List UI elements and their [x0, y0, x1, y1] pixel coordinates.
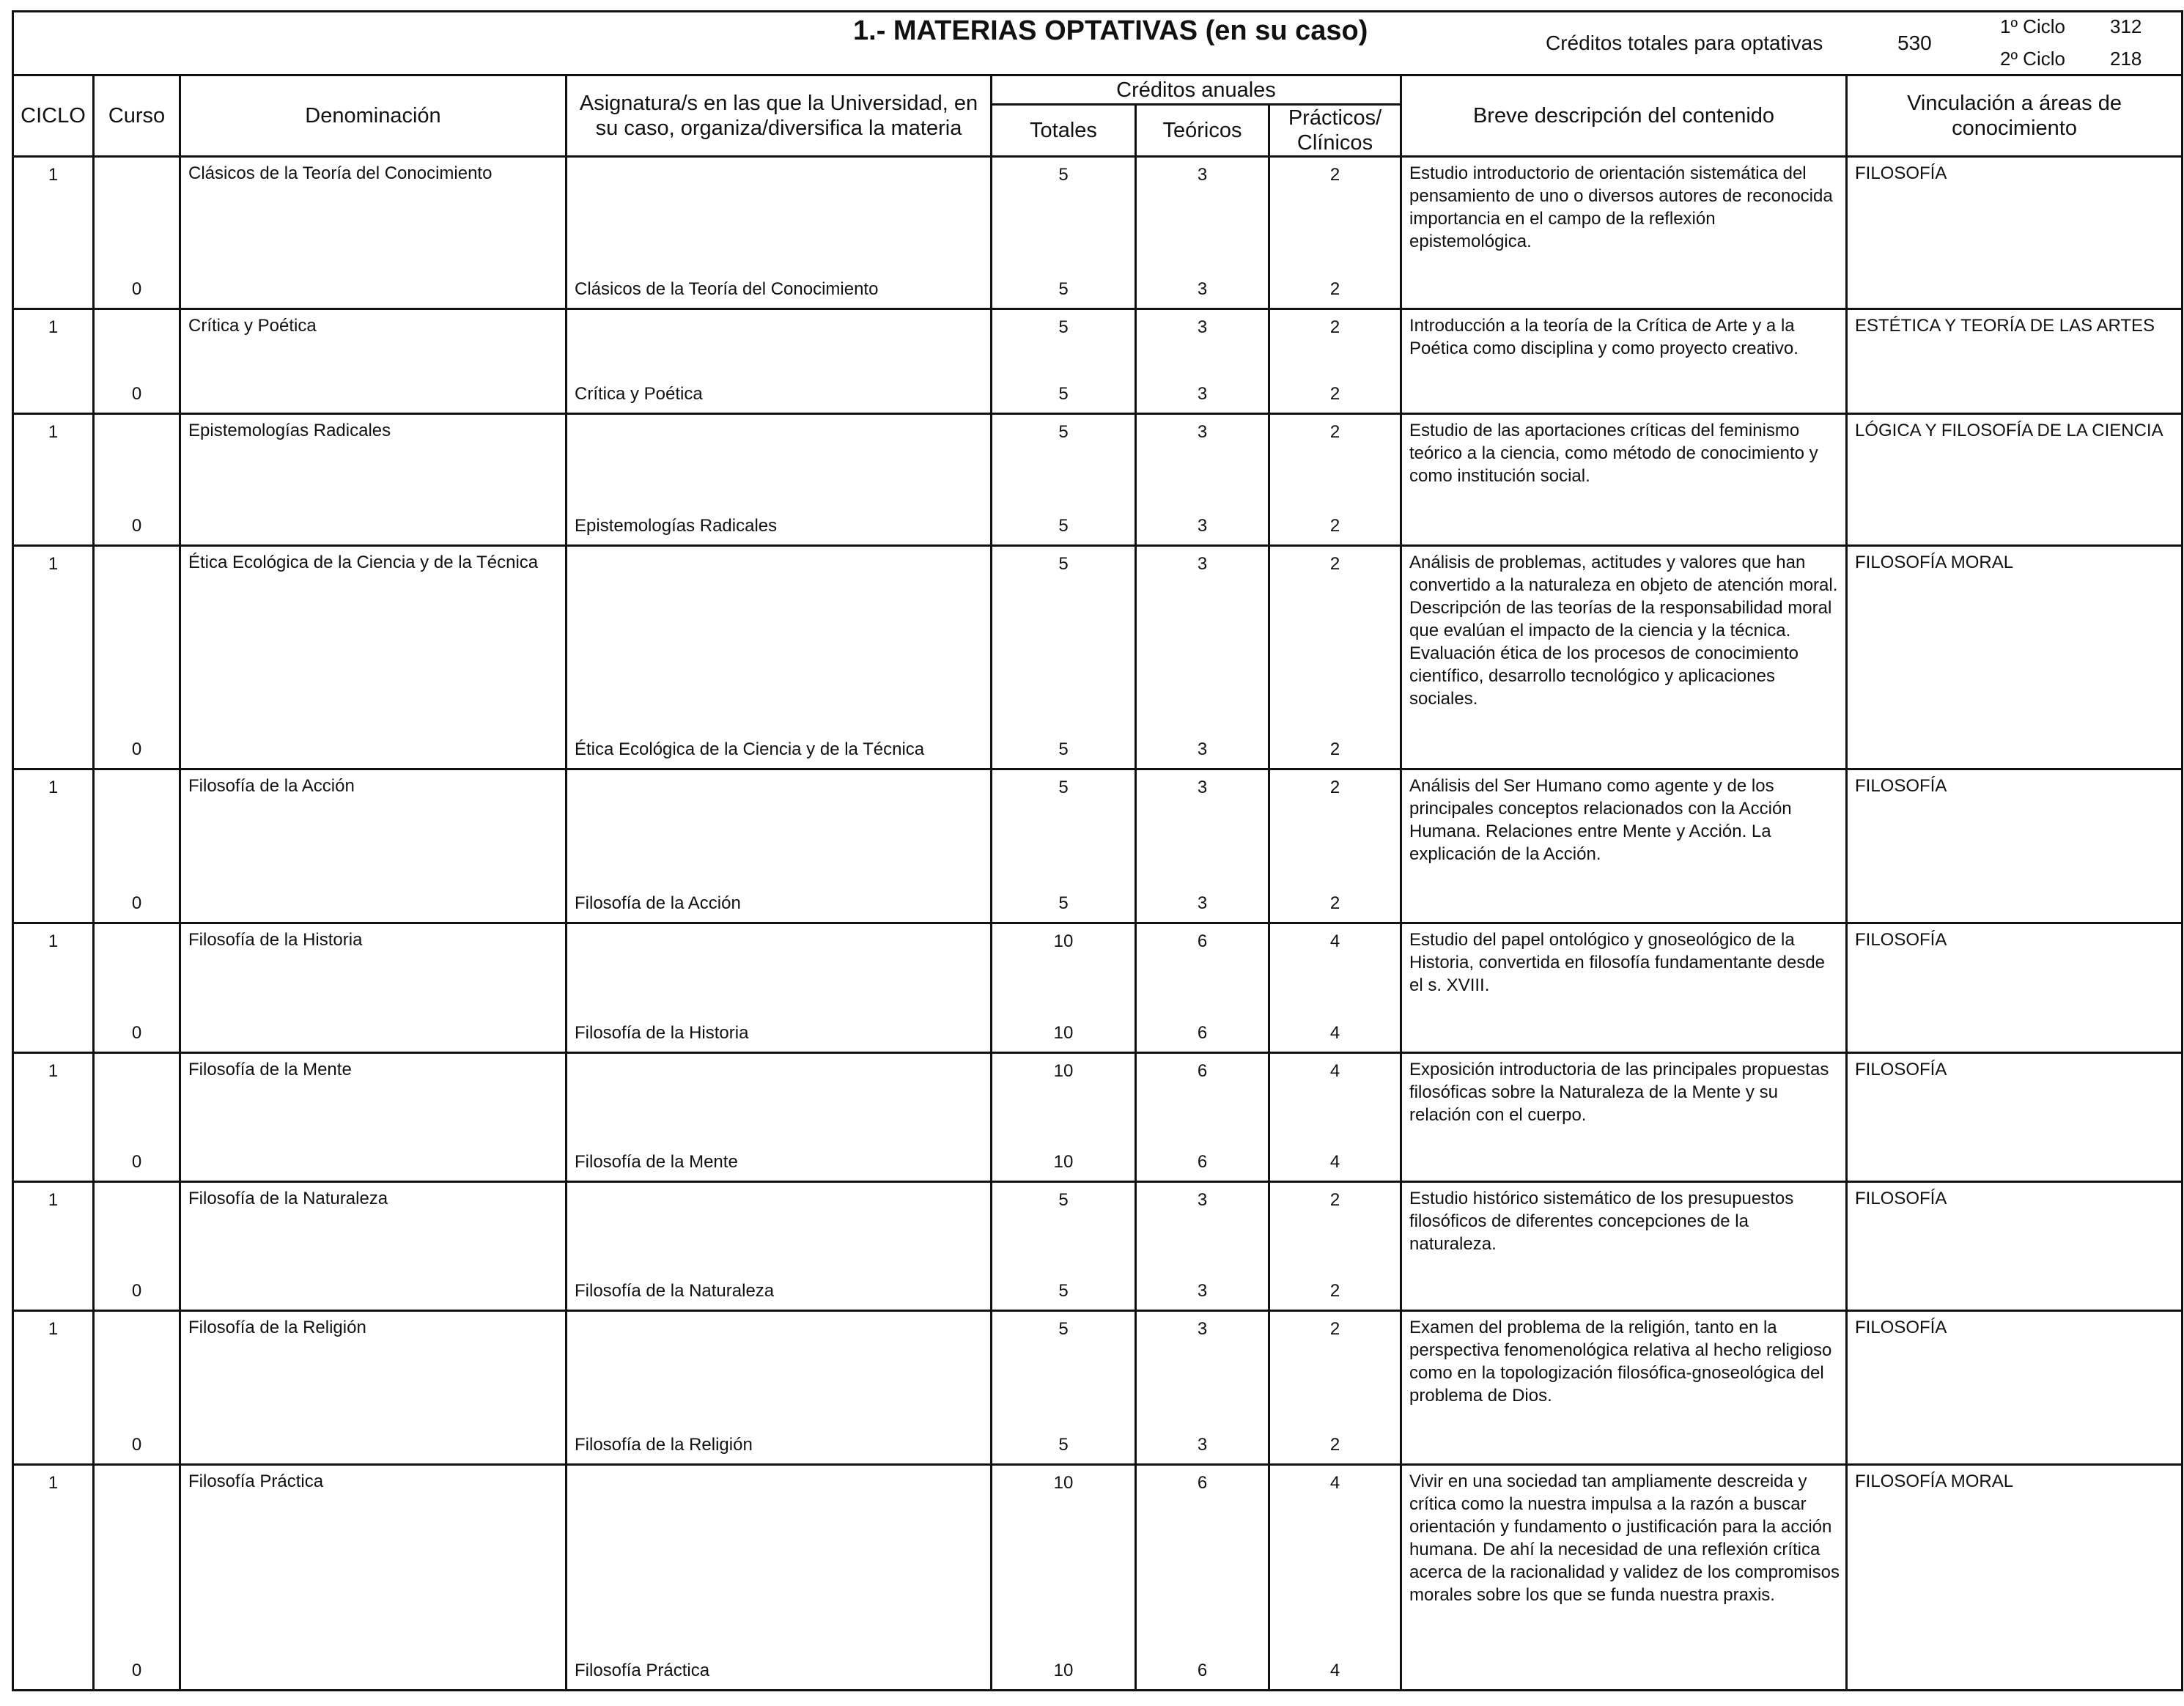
col-header-descripcion: Breve descripción del contenido — [1401, 75, 1847, 157]
cell-vinculacion — [1847, 1053, 2183, 1182]
totales-value: 10 — [1053, 1473, 1074, 1493]
col-header-asignatura: Asignatura/s en las que la Universidad, en su caso, organiza/diversifica la materia — [567, 75, 992, 157]
ciclo-value: 1 — [48, 1473, 59, 1493]
vinculacion-value: FILOSOFÍA — [1855, 776, 1947, 796]
descripcion-value: Examen del problema de la religión, tanto en la perspectiva fenomenológica relativa al hecho religioso como en la topologización filosófica-gnoseológica del problema de Dios. — [1409, 1318, 1832, 1406]
curso-value: 0 — [131, 1281, 142, 1301]
cell-vinculacion — [1847, 1182, 2183, 1311]
cell-descripcion — [1401, 1311, 1847, 1465]
cell-curso — [94, 1182, 180, 1311]
vinculacion-value: FILOSOFÍA — [1855, 1060, 1947, 1079]
cell-totales — [992, 1053, 1136, 1182]
cell-practicos — [1269, 414, 1401, 546]
cell-descripcion — [1401, 309, 1847, 414]
cell-asignatura — [567, 414, 992, 546]
cell-curso — [94, 1465, 180, 1691]
cell-teoricos — [1136, 1182, 1269, 1311]
totales-value: 5 — [1058, 554, 1069, 574]
cell-denominacion — [180, 1465, 567, 1691]
cell-ciclo — [13, 1182, 94, 1311]
denominacion-value: Filosofía de la Mente — [188, 1060, 352, 1079]
cell-vinculacion — [1847, 546, 2183, 769]
teoricos-value: 3 — [1197, 317, 1208, 337]
teoricos-value: 6 — [1197, 1023, 1208, 1043]
cell-teoricos — [1136, 769, 1269, 923]
practicos-value: 2 — [1329, 384, 1340, 404]
cell-curso — [94, 414, 180, 546]
teoricos-value: 6 — [1197, 1152, 1208, 1172]
curso-value: 0 — [131, 1435, 142, 1455]
totales-value: 5 — [1058, 165, 1069, 185]
ciclo-value: 1 — [48, 422, 59, 442]
cell-curso — [94, 923, 180, 1053]
ciclo-value: 1 — [48, 317, 59, 337]
cell-denominacion — [180, 1311, 567, 1465]
table-row — [13, 309, 2183, 414]
teoricos-value: 3 — [1197, 1281, 1208, 1301]
cell-teoricos — [1136, 309, 1269, 414]
teoricos-value: 6 — [1197, 931, 1208, 951]
asignatura-value: Filosofía Práctica — [575, 1661, 710, 1680]
ciclo2-label: 2º Ciclo — [2000, 48, 2065, 70]
teoricos-value: 3 — [1197, 384, 1208, 404]
cell-descripcion — [1401, 157, 1847, 309]
curso-value: 0 — [131, 1661, 142, 1680]
cell-practicos — [1269, 309, 1401, 414]
table-row — [13, 1311, 2183, 1465]
cell-totales — [992, 157, 1136, 309]
table-row — [13, 157, 2183, 309]
denominacion-value: Crítica y Poética — [188, 316, 317, 336]
ciclo-value: 1 — [48, 1061, 59, 1081]
ciclo-value: 1 — [48, 1190, 59, 1210]
practicos-value: 4 — [1329, 931, 1340, 951]
asignatura-value: Filosofía de la Historia — [575, 1023, 749, 1043]
curso-value: 0 — [131, 1023, 142, 1043]
cell-practicos — [1269, 1311, 1401, 1465]
practicos-value: 2 — [1329, 1319, 1340, 1339]
col-header-denominacion: Denominación — [180, 75, 567, 157]
cell-curso — [94, 1053, 180, 1182]
practicos-value: 2 — [1329, 739, 1340, 759]
col-header-practicos: Prácticos/ Clínicos — [1269, 105, 1401, 157]
cell-totales — [992, 414, 1136, 546]
vinculacion-value: FILOSOFÍA — [1855, 1189, 1947, 1208]
cell-vinculacion — [1847, 309, 2183, 414]
totales-value: 5 — [1058, 893, 1069, 913]
document-page — [12, 10, 2181, 1702]
ciclo-value: 1 — [48, 778, 59, 797]
curso-value: 0 — [131, 893, 142, 913]
teoricos-value: 3 — [1197, 554, 1208, 574]
totales-value: 10 — [1053, 1023, 1074, 1043]
cell-curso — [94, 309, 180, 414]
vinculacion-value: LÓGICA Y FILOSOFÍA DE LA CIENCIA — [1855, 421, 2163, 440]
teoricos-value: 6 — [1197, 1473, 1208, 1493]
cell-denominacion — [180, 1053, 567, 1182]
cell-denominacion — [180, 546, 567, 769]
cell-practicos — [1269, 769, 1401, 923]
practicos-value: 2 — [1329, 516, 1340, 536]
cell-vinculacion — [1847, 1311, 2183, 1465]
denominacion-value: Filosofía de la Naturaleza — [188, 1189, 388, 1208]
teoricos-value: 6 — [1197, 1061, 1208, 1081]
vinculacion-value: FILOSOFÍA — [1855, 1318, 1947, 1337]
cell-descripcion — [1401, 1053, 1847, 1182]
totales-value: 10 — [1053, 1152, 1074, 1172]
cell-vinculacion — [1847, 1465, 2183, 1691]
creditos-totales-label: Créditos totales para optativas — [1546, 32, 1823, 54]
cell-asignatura — [567, 157, 992, 309]
cell-denominacion — [180, 414, 567, 546]
cell-descripcion — [1401, 923, 1847, 1053]
vinculacion-value: FILOSOFÍA MORAL — [1855, 553, 2014, 572]
cell-asignatura — [567, 1465, 992, 1691]
cell-teoricos — [1136, 414, 1269, 546]
descripcion-value: Estudio introductorio de orientación sistemática del pensamiento de uno o diversos autores de reconocida importancia en el campo de la reflexión epistemológica. — [1409, 163, 1833, 251]
denominacion-value: Filosofía Práctica — [188, 1471, 324, 1491]
cell-asignatura — [567, 769, 992, 923]
cell-ciclo — [13, 546, 94, 769]
col-header-teoricos: Teóricos — [1136, 105, 1269, 157]
cell-ciclo — [13, 309, 94, 414]
cell-practicos — [1269, 923, 1401, 1053]
cell-practicos — [1269, 1465, 1401, 1691]
totales-value: 10 — [1053, 1061, 1074, 1081]
vinculacion-value: FILOSOFÍA — [1855, 930, 1947, 950]
practicos-value: 2 — [1329, 279, 1340, 299]
cell-denominacion — [180, 309, 567, 414]
ciclo1-value: 312 — [2110, 15, 2142, 37]
table-body — [13, 157, 2183, 1691]
descripcion-value: Introducción a la teoría de la Crítica de Arte y a la Poética como disciplina y como proyecto creativo. — [1409, 316, 1799, 358]
cell-asignatura — [567, 546, 992, 769]
ciclo-value: 1 — [48, 554, 59, 574]
cell-totales — [992, 1465, 1136, 1691]
title-band — [13, 12, 2183, 75]
table-row — [13, 1182, 2183, 1311]
totales-value: 5 — [1058, 516, 1069, 536]
descripcion-value: Vivir en una sociedad tan ampliamente descreida y crítica como la nuestra impulsa a la razón a buscar orientación y fundamento o justificación para la acción humana. De ahí la necesidad de una reflexión crítica acerca de la racionalidad y validez de los compromisos morales sobre los que se funda nuestra praxis. — [1409, 1471, 1840, 1605]
col-header-vinculacion: Vinculación a áreas de conocimiento — [1847, 75, 2183, 157]
practicos-value: 2 — [1329, 422, 1340, 442]
cell-ciclo — [13, 157, 94, 309]
totales-value: 5 — [1058, 739, 1069, 759]
teoricos-value: 3 — [1197, 279, 1208, 299]
cell-teoricos — [1136, 546, 1269, 769]
cell-teoricos — [1136, 1465, 1269, 1691]
totales-value: 10 — [1053, 1661, 1074, 1680]
table-row — [13, 1465, 2183, 1691]
descripcion-value: Estudio del papel ontológico y gnoseológico de la Historia, convertida en filosofía fundamentante desde el s. XVIII. — [1409, 930, 1826, 995]
totales-value: 5 — [1058, 422, 1069, 442]
ciclo1-label: 1º Ciclo — [2000, 15, 2065, 37]
cell-vinculacion — [1847, 157, 2183, 309]
denominacion-value: Clásicos de la Teoría del Conocimiento — [188, 163, 492, 183]
denominacion-value: Ética Ecológica de la Ciencia y de la Técnica — [188, 553, 539, 572]
asignatura-value: Filosofía de la Acción — [575, 893, 741, 913]
cell-totales — [992, 309, 1136, 414]
asignatura-value: Clásicos de la Teoría del Conocimiento — [575, 279, 879, 299]
cell-totales — [992, 1311, 1136, 1465]
practicos-value: 4 — [1329, 1473, 1340, 1493]
cell-asignatura — [567, 923, 992, 1053]
cell-curso — [94, 769, 180, 923]
cell-practicos — [1269, 1182, 1401, 1311]
teoricos-value: 3 — [1197, 422, 1208, 442]
cell-vinculacion — [1847, 923, 2183, 1053]
teoricos-value: 3 — [1197, 165, 1208, 185]
asignatura-value: Epistemologías Radicales — [575, 516, 778, 536]
vinculacion-value: FILOSOFÍA MORAL — [1855, 1471, 2014, 1491]
ciclo-value: 1 — [48, 1319, 59, 1339]
col-header-creditos: Créditos anuales — [992, 75, 1401, 105]
asignatura-value: Crítica y Poética — [575, 384, 703, 404]
teoricos-value: 3 — [1197, 516, 1208, 536]
cell-denominacion — [180, 769, 567, 923]
practicos-value: 4 — [1329, 1152, 1340, 1172]
cell-descripcion — [1401, 1465, 1847, 1691]
cell-descripcion — [1401, 546, 1847, 769]
descripcion-value: Estudio de las aportaciones críticas del feminismo teórico a la ciencia, como método de conocimiento y como institución social. — [1409, 421, 1818, 486]
vinculacion-value: ESTÉTICA Y TEORÍA DE LAS ARTES — [1855, 316, 2155, 336]
totales-value: 5 — [1058, 1435, 1069, 1455]
denominacion-value: Filosofía de la Religión — [188, 1318, 366, 1337]
teoricos-value: 3 — [1197, 778, 1208, 797]
cell-teoricos — [1136, 157, 1269, 309]
table-row — [13, 1053, 2183, 1182]
asignatura-value: Filosofía de la Religión — [575, 1435, 753, 1455]
cell-descripcion — [1401, 414, 1847, 546]
cell-totales — [992, 1182, 1136, 1311]
cell-descripcion — [1401, 1182, 1847, 1311]
totales-value: 5 — [1058, 384, 1069, 404]
cell-practicos — [1269, 546, 1401, 769]
asignatura-value: Filosofía de la Mente — [575, 1152, 738, 1172]
cell-curso — [94, 546, 180, 769]
cell-vinculacion — [1847, 769, 2183, 923]
curso-value: 0 — [131, 1152, 142, 1172]
descripcion-value: Análisis del Ser Humano como agente y de los principales conceptos relacionados con la Acción Humana. Relaciones entre Mente y Acción. La explicación de la Acción. — [1409, 776, 1792, 864]
practicos-value: 2 — [1329, 778, 1340, 797]
cell-asignatura — [567, 1311, 992, 1465]
asignatura-value: Filosofía de la Naturaleza — [575, 1281, 775, 1301]
cell-ciclo — [13, 1465, 94, 1691]
descripcion-value: Análisis de problemas, actitudes y valores que han convertido a la naturaleza en objeto de atención moral. Descripción de las teorías de la responsabilidad moral que evalúan el impacto de la ciencia y la técnica. Evaluación ética de los procesos de conocimiento científico, desarrollo tecnológico y aplicaciones sociales. — [1409, 553, 1838, 709]
curso-value: 0 — [131, 516, 142, 536]
table-row — [13, 923, 2183, 1053]
col-header-totales: Totales — [992, 105, 1136, 157]
ciclo-value: 1 — [48, 931, 59, 951]
table-row — [13, 769, 2183, 923]
cell-ciclo — [13, 414, 94, 546]
practicos-value: 4 — [1329, 1661, 1340, 1680]
practicos-value: 2 — [1329, 1281, 1340, 1301]
cell-ciclo — [13, 923, 94, 1053]
cell-curso — [94, 157, 180, 309]
cell-denominacion — [180, 923, 567, 1053]
totales-value: 5 — [1058, 778, 1069, 797]
cell-teoricos — [1136, 1311, 1269, 1465]
practicos-value: 2 — [1329, 317, 1340, 337]
practicos-value: 2 — [1329, 1435, 1340, 1455]
practicos-value: 4 — [1329, 1061, 1340, 1081]
totales-value: 5 — [1058, 279, 1069, 299]
practicos-value: 2 — [1329, 554, 1340, 574]
totales-value: 5 — [1058, 1281, 1069, 1301]
cell-asignatura — [567, 1053, 992, 1182]
teoricos-value: 3 — [1197, 893, 1208, 913]
cell-practicos — [1269, 1053, 1401, 1182]
cell-curso — [94, 1311, 180, 1465]
practicos-value: 2 — [1329, 1190, 1340, 1210]
curso-value: 0 — [131, 384, 142, 404]
materias-optativas-table — [12, 10, 2183, 1691]
teoricos-value: 6 — [1197, 1661, 1208, 1680]
vinculacion-value: FILOSOFÍA — [1855, 163, 1947, 183]
cell-ciclo — [13, 1311, 94, 1465]
cell-ciclo — [13, 769, 94, 923]
descripcion-value: Exposición introductoria de las principales propuestas filosóficas sobre la Naturaleza de la Mente y su relación con el cuerpo. — [1409, 1060, 1829, 1125]
teoricos-value: 3 — [1197, 1190, 1208, 1210]
totales-value: 5 — [1058, 1319, 1069, 1339]
cell-totales — [992, 546, 1136, 769]
totales-value: 5 — [1058, 317, 1069, 337]
denominacion-value: Filosofía de la Acción — [188, 776, 355, 796]
table-row — [13, 414, 2183, 546]
curso-value: 0 — [131, 279, 142, 299]
cell-descripcion — [1401, 769, 1847, 923]
ciclo-value: 1 — [48, 165, 59, 185]
cell-teoricos — [1136, 923, 1269, 1053]
cell-vinculacion — [1847, 414, 2183, 546]
practicos-value: 4 — [1329, 1023, 1340, 1043]
col-header-curso: Curso — [94, 75, 180, 157]
cell-teoricos — [1136, 1053, 1269, 1182]
page-title: 1.- MATERIAS OPTATIVAS (en su caso) — [853, 15, 1368, 46]
denominacion-value: Epistemologías Radicales — [188, 421, 391, 440]
curso-value: 0 — [131, 739, 142, 759]
creditos-totales-value: 530 — [1897, 32, 1932, 54]
totales-value: 5 — [1058, 1190, 1069, 1210]
teoricos-value: 3 — [1197, 1435, 1208, 1455]
ciclo2-value: 218 — [2110, 48, 2142, 70]
teoricos-value: 3 — [1197, 739, 1208, 759]
practicos-value: 2 — [1329, 165, 1340, 185]
denominacion-value: Filosofía de la Historia — [188, 930, 363, 950]
table-row — [13, 546, 2183, 769]
asignatura-value: Ética Ecológica de la Ciencia y de la Técnica — [575, 739, 925, 759]
cell-asignatura — [567, 1182, 992, 1311]
cell-asignatura — [567, 309, 992, 414]
cell-denominacion — [180, 1182, 567, 1311]
cell-ciclo — [13, 1053, 94, 1182]
teoricos-value: 3 — [1197, 1319, 1208, 1339]
cell-practicos — [1269, 157, 1401, 309]
totales-value: 10 — [1053, 931, 1074, 951]
cell-totales — [992, 923, 1136, 1053]
col-header-ciclo: CICLO — [13, 75, 94, 157]
practicos-value: 2 — [1329, 893, 1340, 913]
descripcion-value: Estudio histórico sistemático de los presupuestos filosóficos de diferentes concepciones de la naturaleza. — [1409, 1189, 1794, 1254]
cell-denominacion — [180, 157, 567, 309]
cell-totales — [992, 769, 1136, 923]
